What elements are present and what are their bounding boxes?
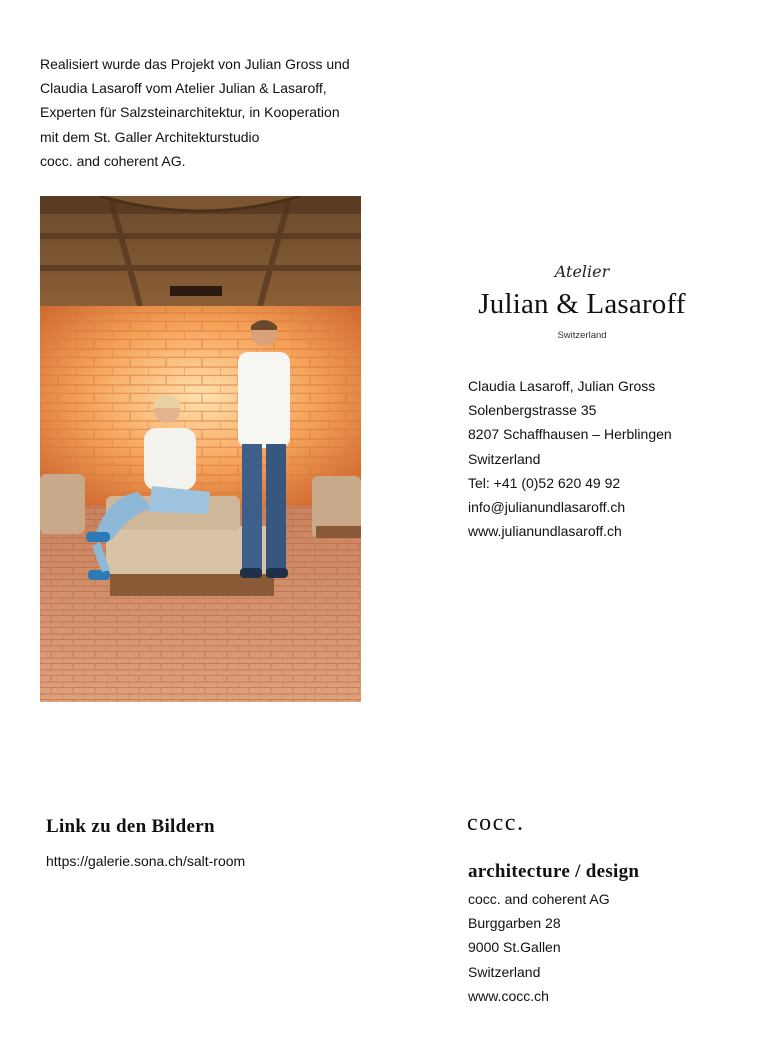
- atelier-logo: [462, 262, 702, 341]
- contact-street: Solenbergstrasse 35: [468, 402, 597, 419]
- intro-line: cocc. and coherent AG.: [40, 152, 186, 169]
- cocc-contact-block: [468, 887, 758, 1008]
- images-link-url[interactable]: https://galerie.sona.ch/salt-room: [46, 853, 246, 869]
- salt-room-photo-illustration: [40, 196, 361, 702]
- cocc-logo: cocc.: [467, 810, 525, 836]
- intro-line: Realisiert wurde das Projekt von Julian Gross und: [40, 56, 350, 72]
- atelier-logo-name: Julian & Lasaroff: [478, 288, 686, 320]
- contact-names: Claudia Lasaroff, Julian Gross: [468, 378, 656, 394]
- contact-country: Switzerland: [468, 450, 541, 467]
- intro-paragraph: [40, 52, 380, 173]
- intro-line: mit dem St. Galler Architekturstudio: [40, 128, 260, 145]
- cocc-company: cocc. and coherent AG: [468, 891, 610, 907]
- atelier-contact-block: [468, 374, 758, 543]
- atelier-logo-country: Switzerland: [557, 330, 607, 341]
- cocc-website: www.cocc.ch: [468, 987, 549, 1004]
- atelier-logo-small: Atelier: [554, 262, 610, 281]
- cocc-city: 9000 St.Gallen: [468, 939, 561, 956]
- architecture-design-heading: architecture / design: [468, 861, 640, 882]
- contact-website: www.julianundlasaroff.ch: [468, 523, 622, 540]
- salt-room-photo: [40, 196, 361, 702]
- contact-city: 8207 Schaffhausen – Herblingen: [468, 426, 672, 443]
- contact-phone: Tel: +41 (0)52 620 49 92: [468, 474, 621, 491]
- contact-email: info@julianundlasaroff.ch: [468, 499, 626, 516]
- cocc-street: Burggarben 28: [468, 915, 561, 932]
- cocc-country: Switzerland: [468, 963, 541, 980]
- images-link-heading: Link zu den Bildern: [46, 816, 215, 837]
- intro-line: Claudia Lasaroff vom Atelier Julian & Lasaroff,: [40, 80, 327, 97]
- intro-line: Experten für Salzsteinarchitektur, in Kooperation: [40, 104, 340, 121]
